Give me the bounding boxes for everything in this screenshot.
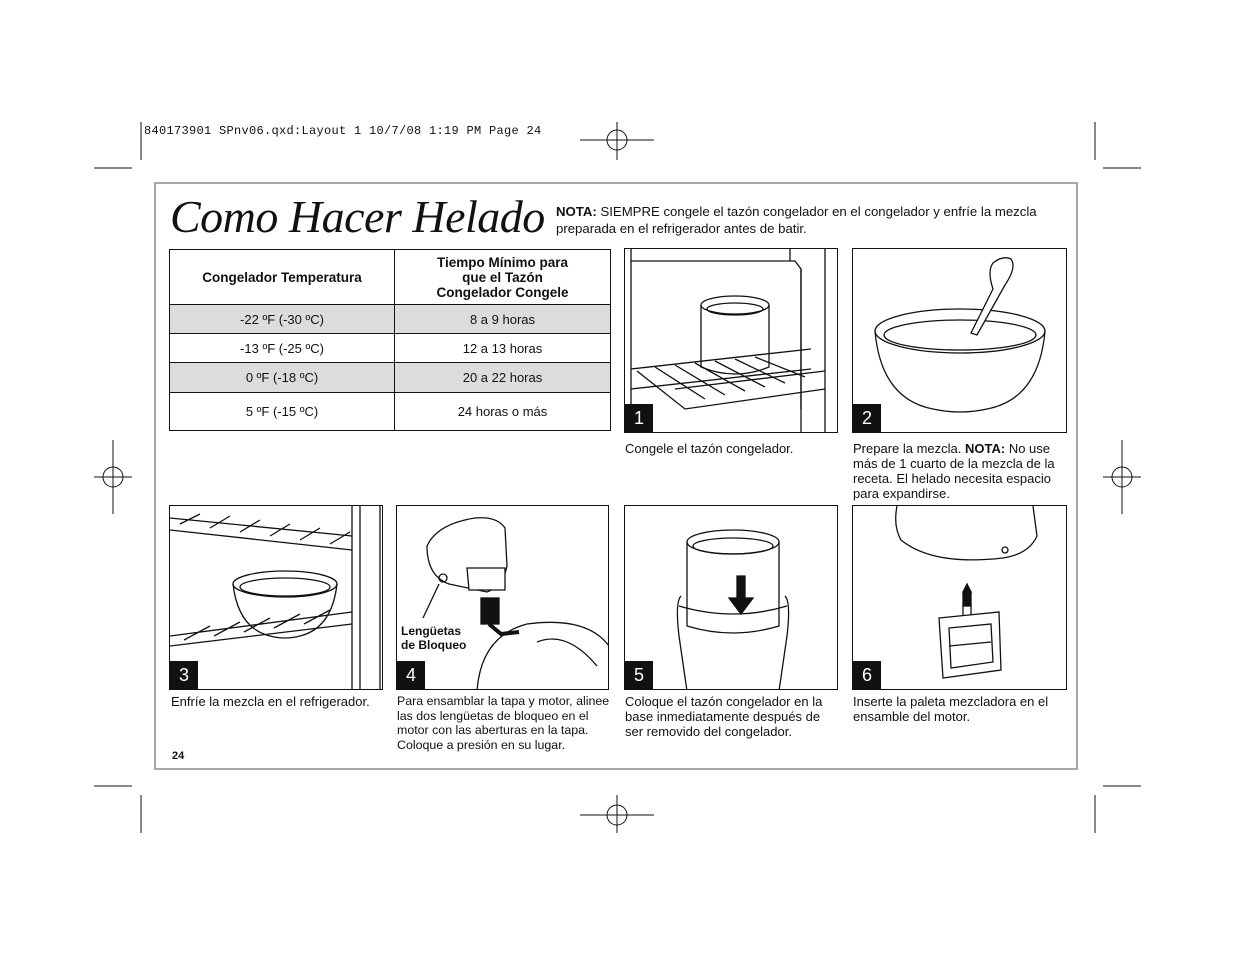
mixing-bowl-icon xyxy=(853,249,1067,433)
step-number-badge: 5 xyxy=(625,661,653,689)
page-title: Como Hacer Helado xyxy=(170,191,545,242)
table-cell: 5 ºF (-15 ºC) xyxy=(170,393,395,431)
step-number-badge: 4 xyxy=(397,661,425,689)
file-slug: 840173901 SPnv06.qxd:Layout 1 10/7/08 1:19 PM Page 24 xyxy=(144,124,542,138)
page-number: 24 xyxy=(172,750,185,762)
step-number-badge: 2 xyxy=(853,404,881,432)
bowl-into-base-icon xyxy=(625,506,838,690)
step-2-caption-note-label: NOTA: xyxy=(965,441,1006,456)
table-cell: 12 a 13 horas xyxy=(395,334,611,363)
step-2-caption xyxy=(853,441,1069,501)
step-5-illustration xyxy=(624,505,838,690)
step-2-caption-text: Prepare la mezcla. xyxy=(853,441,965,456)
step-6-illustration xyxy=(852,505,1067,690)
step-4-caption: Para ensamblar la tapa y motor, alinee las dos lengüetas de bloqueo en el motor con las aberturas en la tapa. Coloque a presión en su lugar. xyxy=(397,694,610,752)
locking-tabs-callout xyxy=(401,624,466,652)
step-3-caption: Enfríe la mezcla en el refrigerador. xyxy=(171,694,370,709)
step-number-badge: 1 xyxy=(625,404,653,432)
step-1-illustration xyxy=(624,248,838,433)
table-cell: 20 a 22 horas xyxy=(395,363,611,393)
table-cell: -22 ºF (-30 ºC) xyxy=(170,305,395,334)
table-cell: -13 ºF (-25 ºC) xyxy=(170,334,395,363)
step-2-caption-note: No use más de 1 cuarto de la mezcla de la receta. El helado necesita espacio para expandirse. xyxy=(853,441,1055,501)
step-5-caption: Coloque el tazón congelador en la base inmediatamente después de ser removido del congelador. xyxy=(625,694,823,739)
refrigerator-shelf-icon xyxy=(170,506,383,690)
freezer-bowl-icon xyxy=(625,249,838,433)
step-number-badge: 6 xyxy=(853,661,881,689)
step-6-caption: Inserte la paleta mezcladora en el ensamble del motor. xyxy=(853,694,1049,724)
step-4-illustration xyxy=(396,505,609,690)
motor-lid-assembly-icon xyxy=(397,506,609,690)
step-number-badge: 3 xyxy=(170,661,198,689)
step-3-illustration xyxy=(169,505,383,690)
table-header-temperature: Congelador Temperatura xyxy=(170,250,395,305)
table-header-time: Tiempo Mínimo para que el Tazón Congelador Congele xyxy=(395,250,611,305)
table-cell: 8 a 9 horas xyxy=(395,305,611,334)
callout-line: de Bloqueo xyxy=(401,638,467,652)
note-body: SIEMPRE congele el tazón congelador en el congelador y enfríe la mezcla preparada en el refrigerador antes de batir. xyxy=(556,204,1037,236)
note-label: NOTA: xyxy=(556,204,597,219)
note-text xyxy=(556,203,1071,237)
step-1-caption: Congele el tazón congelador. xyxy=(625,441,794,456)
freeze-time-table xyxy=(169,249,611,431)
table-cell: 24 horas o más xyxy=(395,393,611,431)
table-cell: 0 ºF (-18 ºC) xyxy=(170,363,395,393)
callout-line: Lengüetas xyxy=(401,624,462,638)
mixing-paddle-icon xyxy=(853,506,1067,690)
step-2-illustration xyxy=(852,248,1067,433)
